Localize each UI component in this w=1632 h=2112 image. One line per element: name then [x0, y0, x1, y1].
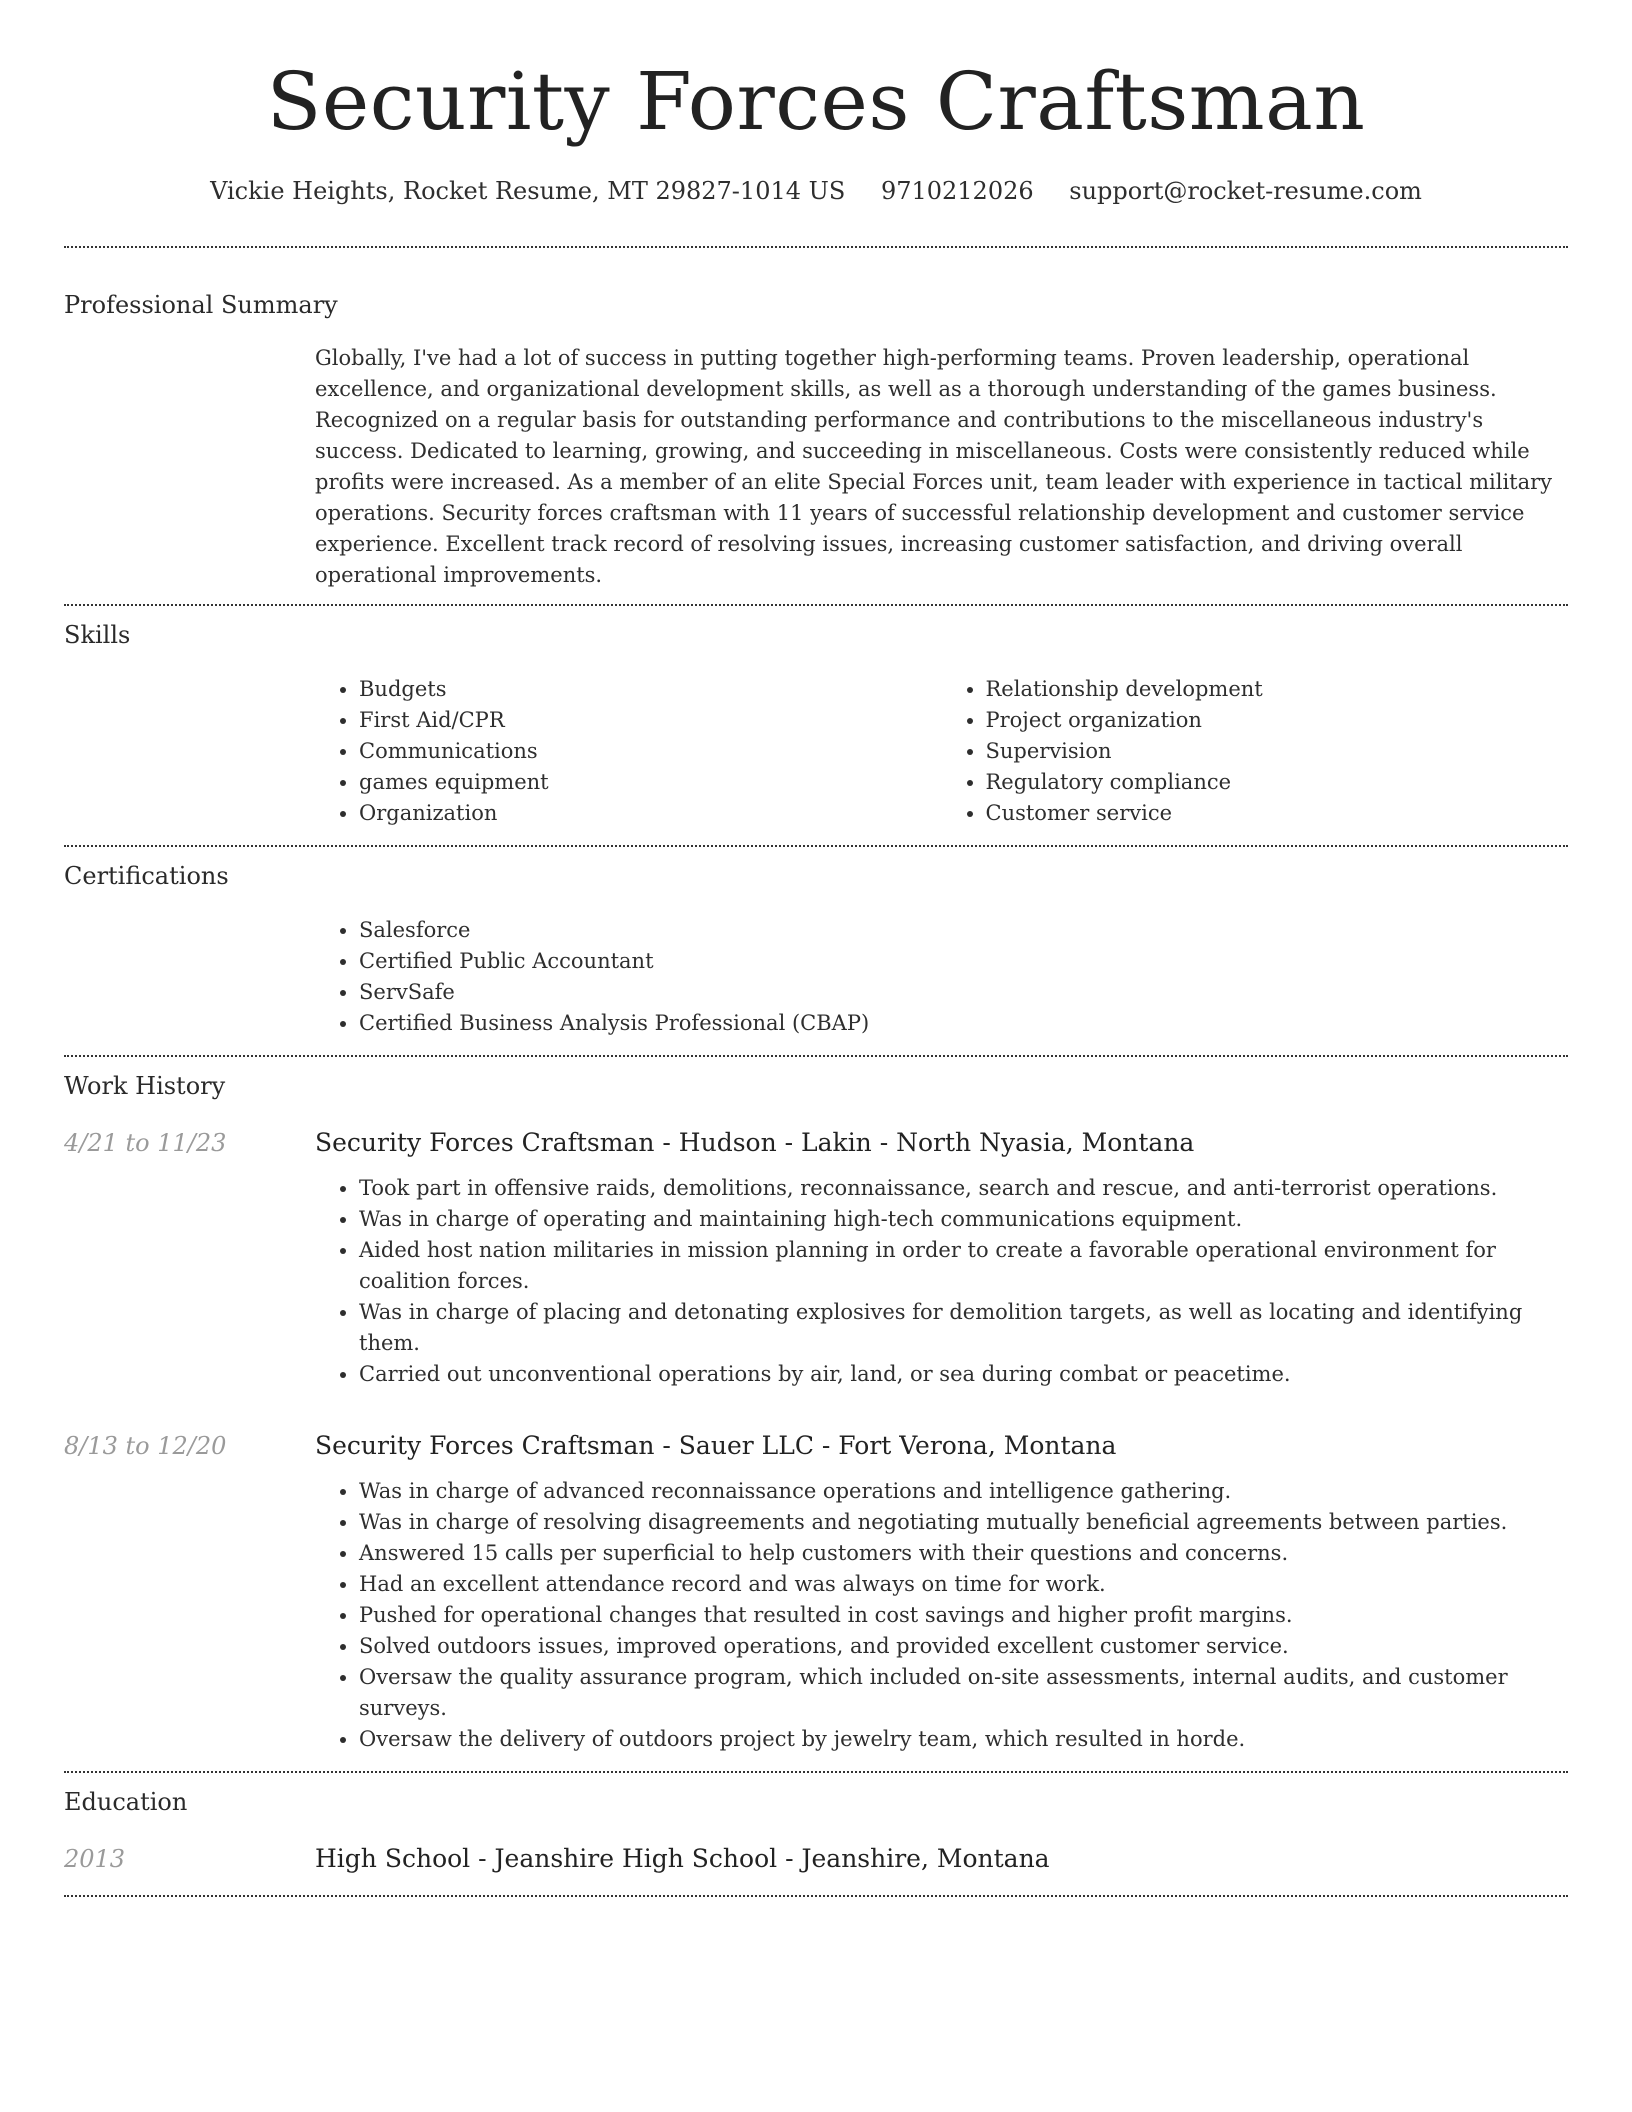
job-header [64, 1125, 1568, 1161]
skill-item: • Relationship development [986, 674, 1569, 705]
certification-item: • Certified Business Analysis Professional (CBAP) [359, 1008, 1568, 1039]
section-title-education: Education [64, 1788, 188, 1816]
education-entry [64, 1841, 1568, 1877]
job-bullet: • Took part in offensive raids, demolitions, reconnaissance, search and rescue, and anti-terrorist operations. [359, 1173, 1568, 1204]
contact-email: support@rocket-resume.com [1069, 177, 1422, 205]
certifications-list [315, 915, 1568, 1039]
contact-address: Vickie Heights, Rocket Resume, MT 29827-1014 US [210, 177, 846, 205]
contact-phone: 9710212026 [880, 177, 1034, 205]
education-title: High School - Jeanshire High School - Jeanshire, Montana [315, 1844, 1050, 1873]
job-bullet: • Answered 15 calls per superficial to help customers with their questions and concerns. [359, 1538, 1568, 1569]
job-bullet-list [315, 1476, 1568, 1755]
certification-item: • Certified Public Accountant [359, 946, 1568, 977]
divider [64, 604, 1568, 606]
section-title-work-history: Work History [64, 1072, 226, 1100]
certification-item: • ServSafe [359, 977, 1568, 1008]
divider [64, 845, 1568, 847]
education-date: 2013 [64, 1845, 126, 1873]
job-date: 4/21 to 11/23 [64, 1129, 227, 1157]
job-bullet: • Oversaw the quality assurance program, which included on-site assessments, internal audits, and customer surveys. [359, 1662, 1568, 1724]
skills-list-left [315, 674, 942, 829]
job-bullet: • Was in charge of advanced reconnaissance operations and intelligence gathering. [359, 1476, 1568, 1507]
skill-item: • Budgets [359, 674, 942, 705]
certification-item: • Salesforce [359, 915, 1568, 946]
skill-item: • Customer service [986, 798, 1569, 829]
divider [64, 1055, 1568, 1057]
skill-item: • First Aid/CPR [359, 705, 942, 736]
job-bullet: • Carried out unconventional operations by air, land, or sea during combat or peacetime. [359, 1359, 1568, 1390]
job-bullet: • Aided host nation militaries in mission planning in order to create a favorable operational environment for coalition forces. [359, 1235, 1568, 1297]
job-bullet-list [315, 1173, 1568, 1390]
job-title: Security Forces Craftsman - Sauer LLC - Fort Verona, Montana [315, 1431, 1117, 1460]
job-bullet: • Was in charge of placing and detonating explosives for demolition targets, as well as locating and identifying them. [359, 1297, 1568, 1359]
job-bullet: • Had an excellent attendance record and was always on time for work. [359, 1569, 1568, 1600]
certifications-block [315, 915, 1568, 1039]
job-title: Security Forces Craftsman - Hudson - Lakin - North Nyasia, Montana [315, 1128, 1195, 1157]
skills-list-right [942, 674, 1569, 829]
skill-item: • Communications [359, 736, 942, 767]
skill-item: • Organization [359, 798, 942, 829]
skills-grid [315, 674, 1568, 829]
skill-item: • games equipment [359, 767, 942, 798]
job-bullet: • Was in charge of operating and maintaining high-tech communications equipment. [359, 1204, 1568, 1235]
job-bullets [315, 1173, 1568, 1390]
summary-text: Globally, I've had a lot of success in putting together high-performing teams. Proven leadership, operational excellence, and organizational development skills, as well as a thorough understanding of the games business. Recognized on a regular basis for outstanding performance and contributions to the miscellaneous industry's success. Dedicated to learning, growing, and succeeding in miscellaneous. Costs were consistently reduced while profits were increased. As a member of an elite Special Forces unit, team leader with experience in tactical military operations. Security forces craftsman with 11 years of successful relationship development and customer service experience. Excellent track record of resolving issues, increasing customer satisfaction, and driving overall operational improvements. [315, 346, 1553, 587]
contact-line [64, 174, 1568, 208]
job-date: 8/13 to 12/20 [64, 1432, 227, 1460]
job-bullet: • Was in charge of resolving disagreements and negotiating mutually beneficial agreements between parties. [359, 1507, 1568, 1538]
section-title-summary: Professional Summary [64, 291, 338, 319]
job-bullets [315, 1476, 1568, 1755]
job-bullet: • Solved outdoors issues, improved operations, and provided excellent customer service. [359, 1631, 1568, 1662]
section-title-skills: Skills [64, 621, 131, 649]
job-header [64, 1428, 1568, 1464]
divider [64, 1895, 1568, 1897]
section-title-certifications: Certifications [64, 862, 229, 890]
job-entry [64, 1428, 1568, 1755]
job-bullet: • Oversaw the delivery of outdoors project by jewelry team, which resulted in horde. [359, 1724, 1568, 1755]
skill-item: • Project organization [986, 705, 1569, 736]
divider [64, 246, 1568, 248]
skill-item: • Supervision [986, 736, 1569, 767]
resume-name: Security Forces Craftsman [266, 55, 1366, 148]
skill-item: • Regulatory compliance [986, 767, 1569, 798]
job-bullet: • Pushed for operational changes that resulted in cost savings and higher profit margins. [359, 1600, 1568, 1631]
divider [64, 1771, 1568, 1773]
job-entry [64, 1125, 1568, 1390]
